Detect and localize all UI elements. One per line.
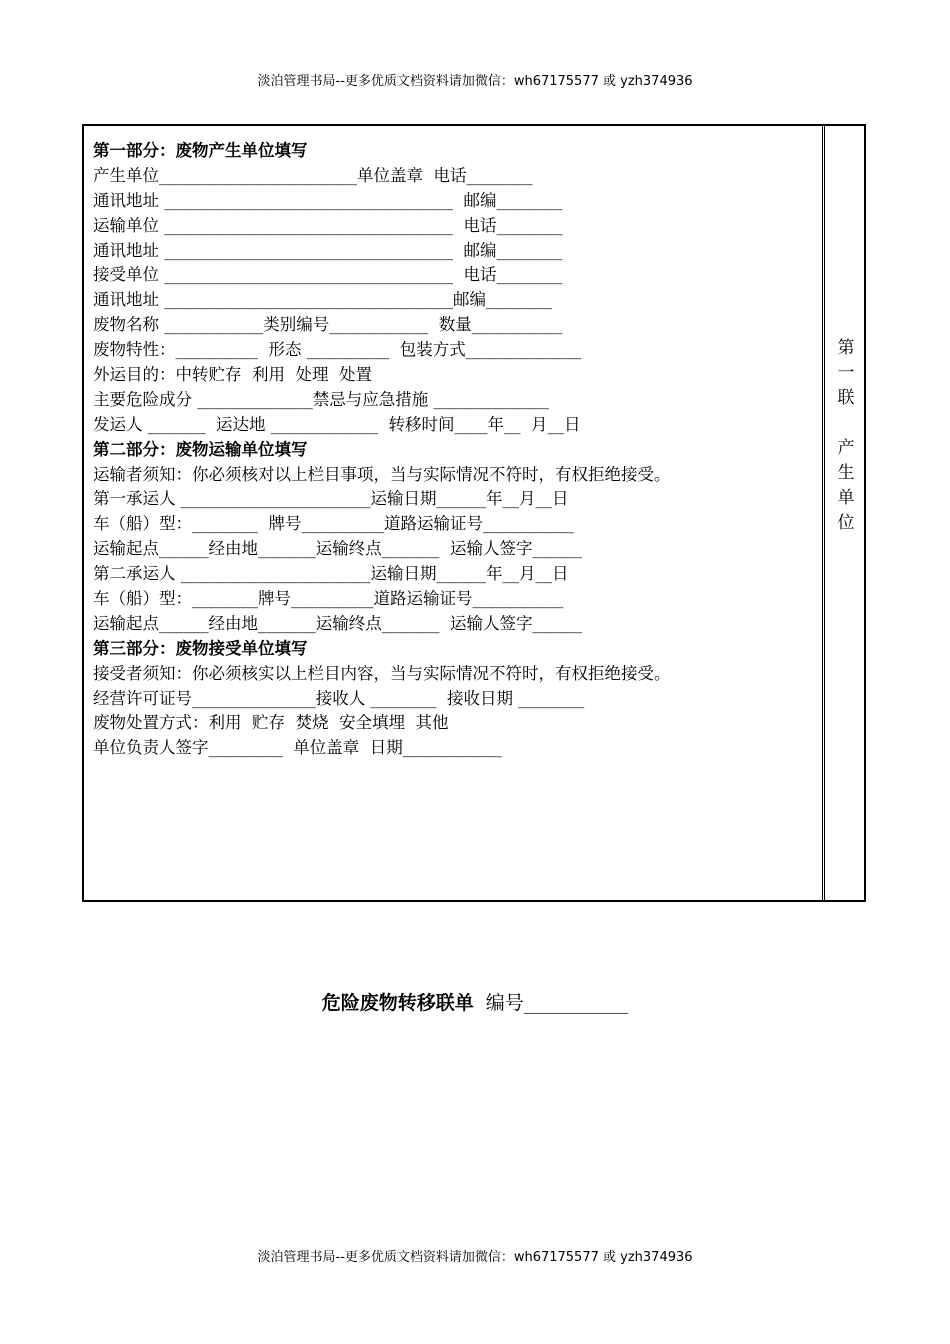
copy-label-char: 第 xyxy=(837,338,855,358)
form-line: 外运目的：中转贮存 利用 处理 处置 xyxy=(93,365,372,385)
form-line: 车（船）型：________ 牌号__________道路运输证号___________ xyxy=(93,514,574,534)
form-line: 主要危险成分 ______________禁忌与应急措施 ______________ xyxy=(93,389,549,409)
copy-label-char: 位 xyxy=(837,513,855,533)
document-title xyxy=(0,988,950,1015)
document-number-field: 编号___________ xyxy=(485,992,629,1014)
document-title-text: 危险废物转移联单 xyxy=(321,992,474,1014)
form-line: 接受单位 ___________________________________ 电话________ xyxy=(93,265,563,285)
form-line: 废物处置方式：利用 贮存 焚烧 安全填埋 其他 xyxy=(93,713,449,733)
form-line: 经营许可证号_______________接收人 ________ 接收日期 ________ xyxy=(93,688,585,708)
page-footer: 淡泊管理书局--更多优质文档资料请加微信：wh67175577 或 yzh374936 xyxy=(257,1250,693,1265)
copy-label-char: 产 xyxy=(837,438,855,458)
copy-label-char: 联 xyxy=(837,388,855,408)
form-line: 第一承运人 _______________________运输日期______年__月__日 xyxy=(93,489,569,509)
form-line: 废物特性：__________ 形态 __________ 包装方式______________ xyxy=(93,340,582,360)
form-line: 第二承运人 _______________________运输日期______年__月__日 xyxy=(93,564,569,584)
form-line: 通讯地址 ___________________________________邮编________ xyxy=(93,290,552,310)
form-line: 运输起点______经由地_______运输终点_______ 运输人签字______ xyxy=(93,539,582,559)
form-line: 产生单位________________________单位盖章 电话________ xyxy=(93,165,533,185)
form-line: 废物名称 ____________类别编号____________ 数量___________ xyxy=(93,315,563,335)
section-heading: 第一部分：废物产生单位填写 xyxy=(93,141,308,160)
form-line: 接受者须知：你必须核实以上栏目内容，当与实际情况不符时，有权拒绝接受。 xyxy=(93,663,671,683)
copy-label-char: 一 xyxy=(837,363,855,383)
form-line: 通讯地址 ___________________________________ 邮编________ xyxy=(93,240,563,260)
copy-label-char: 生 xyxy=(837,463,855,483)
form-line: 通讯地址 ___________________________________ 邮编________ xyxy=(93,190,563,210)
copy-label xyxy=(828,336,864,536)
transfer-form xyxy=(82,124,866,902)
form-line: 发运人 _______ 运达地 _____________ 转移时间____年__ 月__日 xyxy=(93,414,581,434)
form-line: 运输单位 ___________________________________ 电话________ xyxy=(93,215,563,235)
form-line: 单位负责人签字_________ 单位盖章 日期____________ xyxy=(93,738,502,758)
form-line: 车（船）型：________牌号__________道路运输证号___________ xyxy=(93,589,564,609)
copy-label-char: 单 xyxy=(837,488,855,508)
form-line: 运输起点______经由地_______运输终点_______ 运输人签字______ xyxy=(93,613,582,633)
form-content xyxy=(84,126,825,900)
page-header: 淡泊管理书局--更多优质文档资料请加微信：wh67175577 或 yzh374936 xyxy=(257,74,693,89)
section-heading: 第三部分：废物接受单位填写 xyxy=(93,638,308,658)
form-line: 运输者须知：你必须核对以上栏目事项，当与实际情况不符时，有权拒绝接受。 xyxy=(93,464,671,484)
section-heading: 第二部分：废物运输单位填写 xyxy=(93,439,308,459)
